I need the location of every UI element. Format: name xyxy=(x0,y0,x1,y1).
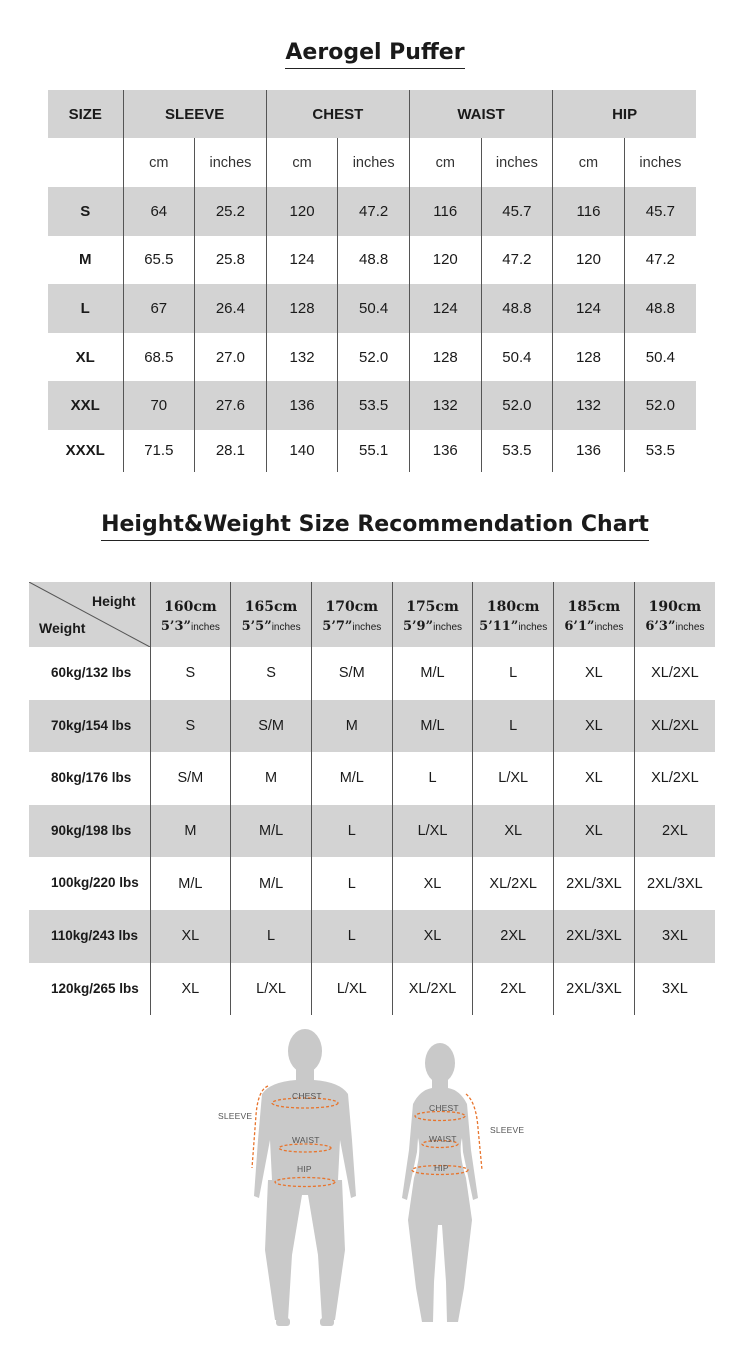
recommendation-table xyxy=(29,582,715,1015)
unit-cell: inches xyxy=(195,138,267,187)
recommended-size-cell: L xyxy=(311,805,392,858)
header-waist: WAIST xyxy=(409,90,552,138)
measurement-cell: 52.0 xyxy=(338,333,410,382)
height-feet-value: 6’1” xyxy=(564,619,595,634)
measurement-cell: 47.2 xyxy=(481,236,553,285)
measurement-cell: 45.7 xyxy=(624,187,696,236)
female-figure xyxy=(402,1043,478,1322)
height-header xyxy=(231,582,312,647)
weight-label: 120kg/265 lbs xyxy=(29,963,150,1016)
measurement-cell: 124 xyxy=(409,284,481,333)
size-label: XXL xyxy=(48,381,123,430)
inches-suffix: inches xyxy=(271,622,301,633)
height-cm: 165cm xyxy=(244,599,298,615)
weight-row xyxy=(29,647,715,700)
diagonal-divider xyxy=(29,582,150,647)
corner-cell xyxy=(29,582,150,647)
unit-cell: cm xyxy=(553,138,625,187)
female-chest-label: CHEST xyxy=(429,1103,459,1113)
measurement-cell: 71.5 xyxy=(123,430,195,472)
recommendation-chart-title: Height&Weight Size Recommendation Chart xyxy=(0,512,750,541)
recommended-size-cell: L xyxy=(392,752,473,805)
size-row xyxy=(48,430,696,472)
inches-suffix: inches xyxy=(675,622,705,633)
recommended-size-cell: M/L xyxy=(392,700,473,753)
height-cm: 185cm xyxy=(567,599,621,615)
size-label: S xyxy=(48,187,123,236)
weight-row xyxy=(29,857,715,910)
recommended-size-cell: XL xyxy=(392,857,473,910)
measurement-cell: 68.5 xyxy=(123,333,195,382)
recommended-size-cell: XL xyxy=(392,910,473,963)
measurement-cell: 50.4 xyxy=(645,348,675,366)
measurement-cell: 67 xyxy=(123,284,195,333)
recommended-size-cell: M/L xyxy=(231,805,312,858)
size-label: XXXL xyxy=(48,430,123,472)
measurement-cell: 120 xyxy=(409,236,481,285)
height-feet xyxy=(312,619,392,634)
recommended-size-cell: S xyxy=(150,647,231,700)
female-waist-label: WAIST xyxy=(429,1134,457,1144)
height-feet xyxy=(151,619,231,634)
female-hip-label: HIP xyxy=(434,1163,449,1173)
recommended-size-cell: L/XL xyxy=(311,963,392,1016)
height-header xyxy=(311,582,392,647)
measurement-cell: 52.0 xyxy=(624,381,696,430)
height-feet xyxy=(635,619,715,634)
weight-row xyxy=(29,752,715,805)
measurement-cell: 26.4 xyxy=(195,284,267,333)
unit-cell: inches xyxy=(639,154,682,171)
inches-suffix: inches xyxy=(433,622,462,633)
measurement-cell: 120 xyxy=(553,236,625,285)
recommended-size-cell: M/L xyxy=(311,752,392,805)
recommended-size-cell: 2XL/3XL xyxy=(554,910,635,963)
recommended-size-cell: L xyxy=(231,910,312,963)
height-header xyxy=(634,582,715,647)
size-chart-title: Aerogel Puffer xyxy=(0,40,750,69)
recommended-size-cell: S xyxy=(150,700,231,753)
height-feet-value: 5’9” xyxy=(402,619,434,634)
size-table xyxy=(48,90,696,472)
height-cm: 190cm xyxy=(648,599,702,615)
measurement-cell: 25.8 xyxy=(195,236,267,285)
measurement-cell: 65.5 xyxy=(123,236,195,285)
weight-label: 80kg/176 lbs xyxy=(29,752,150,805)
recommended-size-cell: XL/2XL xyxy=(651,770,699,787)
height-feet xyxy=(554,619,634,634)
unit-cell: inches xyxy=(481,138,553,187)
measurement-cell: 128 xyxy=(266,284,338,333)
measurement-cell: 47.2 xyxy=(338,187,410,236)
height-header xyxy=(150,582,231,647)
unit-cell: cm xyxy=(123,138,195,187)
measurement-cell: 132 xyxy=(409,381,481,430)
measurement-cell: 136 xyxy=(266,381,338,430)
unit-cell: cm xyxy=(409,138,481,187)
recommended-size-cell: XL/2XL xyxy=(634,700,715,753)
inches-suffix: inches xyxy=(190,622,220,633)
recommended-size-cell: 2XL xyxy=(473,910,554,963)
corner-height-label: Height xyxy=(91,593,136,609)
height-header xyxy=(473,582,554,647)
unit-cell: cm xyxy=(266,138,338,187)
measurement-cell: 53.5 xyxy=(338,381,410,430)
height-feet-value: 5’7” xyxy=(322,619,353,634)
male-sleeve-label: SLEEVE xyxy=(218,1111,253,1121)
recommended-size-cell: XL xyxy=(473,805,554,858)
recommended-size-cell: L xyxy=(473,700,554,753)
recommended-size-cell: 2XL xyxy=(473,963,554,1016)
size-table-header xyxy=(48,90,696,138)
recommended-size-cell: XL xyxy=(554,805,635,858)
male-waist-label: WAIST xyxy=(292,1135,320,1145)
units-blank xyxy=(48,138,123,187)
header-chest: CHEST xyxy=(266,90,409,138)
recommended-size-cell: 2XL xyxy=(634,805,715,858)
measurement-cell: 124 xyxy=(553,284,625,333)
recommended-size-cell: XL/2XL xyxy=(392,963,473,1016)
measurement-cell: 48.8 xyxy=(338,236,410,285)
recommended-size-cell: S/M xyxy=(311,647,392,700)
recommended-size-cell: L/XL xyxy=(473,752,554,805)
unit-cell: inches xyxy=(338,138,410,187)
measurement-cell: 136 xyxy=(409,430,481,472)
recommended-size-cell: XL xyxy=(554,700,635,753)
height-feet-value: 5’11” xyxy=(479,619,519,634)
recommended-size-cell: XL/2XL xyxy=(473,857,554,910)
weight-label: 90kg/198 lbs xyxy=(29,805,150,858)
recommended-size-cell: L/XL xyxy=(392,805,473,858)
recommended-size-cell: XL xyxy=(554,647,635,700)
recommended-size-cell: L xyxy=(311,857,392,910)
weight-row xyxy=(29,805,715,858)
measurement-cell: 124 xyxy=(266,236,338,285)
height-header xyxy=(392,582,473,647)
recommended-size-cell: M/L xyxy=(392,647,473,700)
height-cm: 180cm xyxy=(486,599,540,615)
measurement-cell: 27.6 xyxy=(195,381,267,430)
units-row xyxy=(48,138,696,187)
measurement-cell: 50.4 xyxy=(481,333,553,382)
measurement-cell: 47.2 xyxy=(645,251,675,269)
size-label: M xyxy=(48,236,123,285)
weight-label: 70kg/154 lbs xyxy=(29,700,150,753)
recommended-size-cell: XL/2XL xyxy=(651,665,699,682)
measurement-cell: 120 xyxy=(266,187,338,236)
height-feet-value: 5’3” xyxy=(160,619,191,634)
weight-label: 60kg/132 lbs xyxy=(29,647,150,700)
weight-row xyxy=(29,963,715,1016)
recommended-size-cell: XL xyxy=(554,752,635,805)
height-cm: 160cm xyxy=(164,599,217,615)
measurement-cell: 25.2 xyxy=(195,187,267,236)
recommended-size-cell: 2XL/3XL xyxy=(647,875,703,892)
male-chest-label: CHEST xyxy=(292,1091,322,1101)
height-feet xyxy=(231,619,311,634)
recommended-size-cell: 3XL xyxy=(634,910,715,963)
recommended-size-cell: S xyxy=(231,647,312,700)
measurement-cell: 116 xyxy=(409,187,481,236)
measurement-cell: 55.1 xyxy=(338,430,410,472)
recommended-size-cell: S/M xyxy=(231,700,312,753)
recommended-size-cell: L/XL xyxy=(231,963,312,1016)
recommended-size-cell: M xyxy=(150,805,231,858)
recommended-size-cell: M/L xyxy=(231,857,312,910)
recommended-size-cell: M/L xyxy=(150,857,231,910)
measurement-cell: 52.0 xyxy=(481,381,553,430)
recommended-size-cell: 2XL/3XL xyxy=(554,857,635,910)
height-feet xyxy=(473,619,553,634)
recommended-size-cell: M xyxy=(311,700,392,753)
measurement-cell: 64 xyxy=(123,187,195,236)
measurement-cell: 128 xyxy=(409,333,481,382)
measurement-cell: 132 xyxy=(266,333,338,382)
height-feet xyxy=(393,619,473,634)
body-measurement-diagram xyxy=(0,1020,750,1350)
height-cm: 175cm xyxy=(406,599,459,615)
size-label: L xyxy=(48,284,123,333)
measurement-cell: 50.4 xyxy=(338,284,410,333)
measurement-cell: 53.5 xyxy=(481,430,553,472)
height-cm: 170cm xyxy=(325,599,379,615)
header-sleeve: SLEEVE xyxy=(123,90,266,138)
measurement-cell: 45.7 xyxy=(481,187,553,236)
weight-label: 100kg/220 lbs xyxy=(29,857,150,910)
recommended-size-cell: M xyxy=(231,752,312,805)
measurement-cell: 136 xyxy=(553,430,625,472)
measurement-cell: 132 xyxy=(553,381,625,430)
corner-weight-label: Weight xyxy=(39,620,86,636)
measurement-cell: 27.0 xyxy=(195,333,267,382)
weight-row xyxy=(29,910,715,963)
recommendation-header xyxy=(29,582,715,647)
measurement-cell: 53.5 xyxy=(645,442,675,460)
header-size: SIZE xyxy=(48,90,123,138)
recommended-size-cell: 3XL xyxy=(661,980,688,997)
recommended-size-cell: L xyxy=(311,910,392,963)
size-row xyxy=(48,236,696,285)
weight-label: 110kg/243 lbs xyxy=(29,910,150,963)
recommended-size-cell: L xyxy=(473,647,554,700)
inches-suffix: inches xyxy=(352,622,382,633)
female-sleeve-label: SLEEVE xyxy=(490,1125,525,1135)
size-label: XL xyxy=(48,333,123,382)
size-row xyxy=(48,187,696,236)
height-feet-value: 5’5” xyxy=(241,619,272,634)
recommended-size-cell: XL xyxy=(150,963,231,1016)
size-row xyxy=(48,333,696,382)
inches-suffix: inches xyxy=(518,622,548,633)
inches-suffix: inches xyxy=(594,622,624,633)
recommended-size-cell: 2XL/3XL xyxy=(554,963,635,1016)
measurement-cell: 116 xyxy=(553,187,625,236)
measurement-cell: 28.1 xyxy=(195,430,267,472)
size-row xyxy=(48,284,696,333)
size-row xyxy=(48,381,696,430)
header-hip: HIP xyxy=(553,90,696,138)
male-hip-label: HIP xyxy=(297,1164,312,1174)
measurement-cell: 140 xyxy=(266,430,338,472)
measurement-cell: 70 xyxy=(123,381,195,430)
measurement-cell: 48.8 xyxy=(481,284,553,333)
recommended-size-cell: S/M xyxy=(150,752,231,805)
measurement-cell: 128 xyxy=(553,333,625,382)
recommended-size-cell: XL xyxy=(150,910,231,963)
weight-row xyxy=(29,700,715,753)
measurement-cell: 48.8 xyxy=(624,284,696,333)
height-header xyxy=(554,582,635,647)
height-feet-value: 6’3” xyxy=(645,619,676,634)
